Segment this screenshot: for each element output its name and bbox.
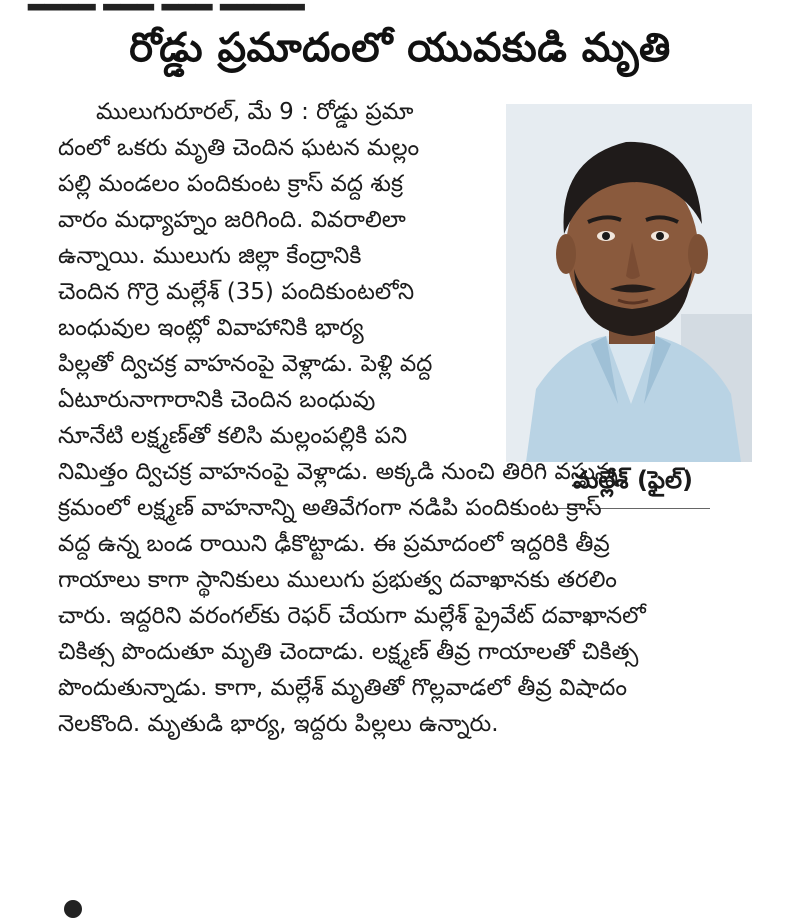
previous-article-fragment <box>0 0 800 12</box>
article-line-7: బంధువుల ఇంట్లో వివాహానికి భార్య <box>58 315 364 341</box>
previous-article-text <box>28 0 305 11</box>
article-line-9: ఏటూరునాగారానికి చెందిన బంధువు <box>58 387 376 413</box>
article-line-4: వారం మధ్యాహ్నం జరిగింది. వివరాలిలా <box>58 207 406 233</box>
next-article-fragment <box>0 896 800 913</box>
article-line-10: నూనేటి లక్ష్మణ్‌తో కలిసి మల్లంపల్లికి పని <box>58 423 408 449</box>
article-line-14: గాయాలు కాగా స్థానికులు ములుగు ప్రభుత్వ దవాఖానకు తరలిం <box>58 567 617 593</box>
article-line-13: వద్ద ఉన్న బండ రాయిని ఢీకొట్టాడు. ఈ ప్రమాదంలో ఇద్దరికి తీవ్ర <box>58 531 610 557</box>
article-line-17: పొందుతున్నాడు. కాగా, మల్లేశ్ మృతితో గొల్లవాడలో తీవ్ర విషాదం <box>58 675 628 701</box>
article-line-1: ములుగురూరల్, మే 9 : రోడ్డు ప్రమా <box>96 99 414 125</box>
next-article-mark <box>64 900 82 918</box>
article-line-16: చికిత్స పొందుతూ మృతి చెందాడు. లక్ష్మణ్ తీవ్ర గాయాలతో చికిత్స <box>58 639 639 665</box>
article-line-2: దంలో ఒకరు మృతి చెందిన ఘటన మల్లం <box>58 135 420 161</box>
person-portrait-image <box>506 104 752 462</box>
article-headline: రోడ్డు ప్రమాదంలో యువకుడి మృతి <box>129 25 671 71</box>
article-line-15: చారు. ఇద్దరిని వరంగల్‌కు రెఫర్ చేయగా మల్లేశ్ ప్రైవేట్ దవాఖానలో <box>58 603 646 629</box>
article-line-18: నెలకొంది. మృతుడి భార్య, ఇద్దరు పిల్లలు ఉన్నారు. <box>58 711 499 737</box>
article-photo <box>506 104 752 462</box>
article-line-8: పిల్లతో ద్విచక్ర వాహనంపై వెళ్లాడు. పెళ్లి వద్ద <box>58 351 433 377</box>
article-line-5: ఉన్నాయి. ములుగు జిల్లా కేంద్రానికి <box>58 243 362 269</box>
photo-caption: మల్లేశ్ (ఫైల్) <box>573 466 693 494</box>
article-line-12: క్రమంలో లక్ష్మణ్ వాహనాన్ని అతివేగంగా నడిపి పందికుంట క్రాస్ <box>58 495 602 521</box>
article-line-11: నిమిత్తం ద్విచక్ర వాహనంపై వెళ్లాడు. అక్కడి నుంచి తిరిగి వస్తున్న <box>58 459 618 485</box>
article-line-6: చెందిన గొర్రె మల్లేశ్ (35) పందికుంటలోని <box>58 279 415 305</box>
article-line-3: పల్లి మండలం పందికుంట క్రాస్ వద్ద శుక్ర <box>58 171 403 197</box>
